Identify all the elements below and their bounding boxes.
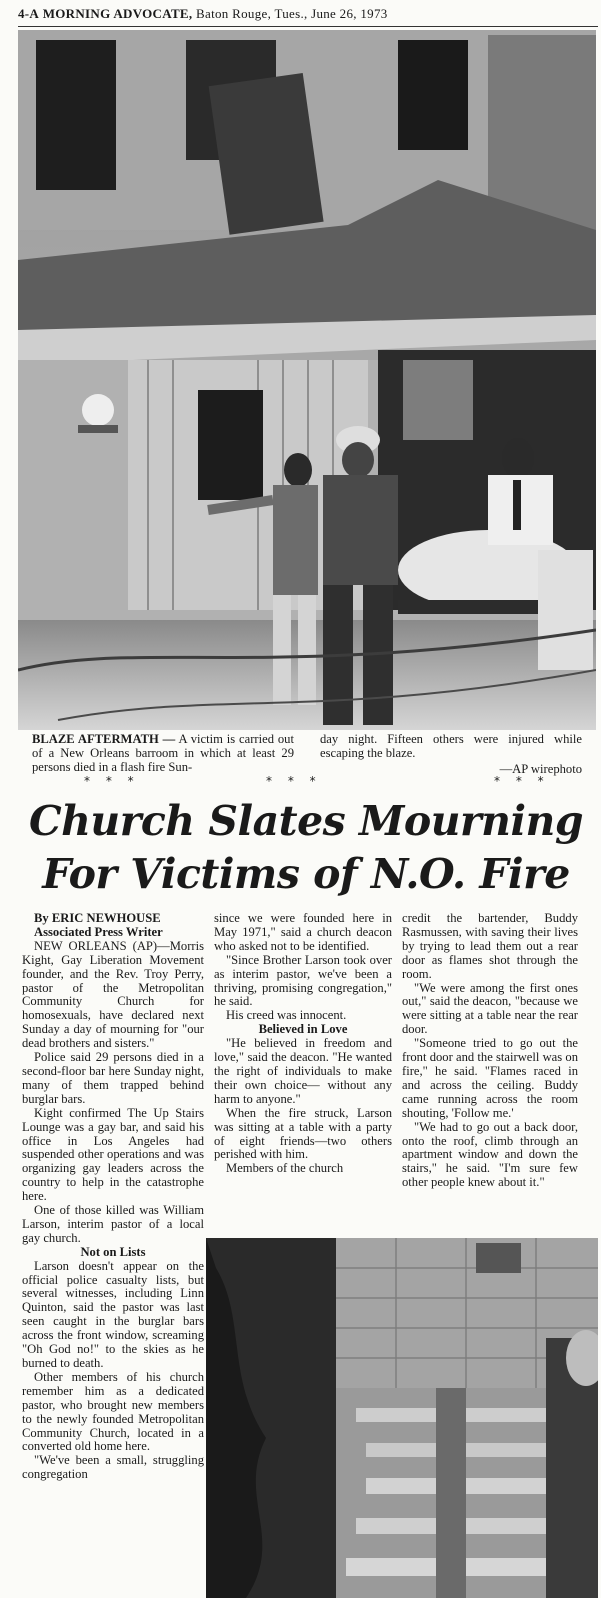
paragraph: His creed was innocent.	[226, 1008, 347, 1023]
article-column-1	[22, 912, 204, 1482]
paragraph: "We had to go out a back door, onto the roof, climb through an apartment window and down the stairs," he said. "I'm sure few other people knew about it."	[402, 1119, 578, 1190]
paragraph: Police said 29 persons died in a second-floor bar here Sunday night, many of them trapped behind burglar bars.	[22, 1050, 204, 1106]
headline-line-2: For Victims of N.O. Fire	[42, 850, 570, 898]
photo-caption-left	[32, 732, 294, 774]
paragraph: One of those killed was William Larson, interim pastor of a local gay church.	[22, 1203, 204, 1245]
caption-text-right: day night. Fifteen others were injured while escaping the blaze.	[320, 732, 582, 760]
caption-stars-right: * * *	[494, 774, 550, 788]
byline: By ERIC NEWHOUSE	[34, 911, 161, 925]
caption-stars-left: * * *	[84, 774, 140, 788]
dateline: Baton Rouge, Tues., June 26, 1973	[196, 6, 388, 21]
paragraph: "We've been a small, struggling congregation	[22, 1453, 204, 1482]
paragraph: since we were founded here in May 1971," said a church deacon who asked not to be identified.	[214, 911, 392, 953]
photo-caption-right	[320, 732, 582, 760]
newspaper-name: MORNING ADVOCATE,	[42, 6, 193, 21]
paragraph: When the fire struck, Larson was sitting at a table with a party of eight friends—two others perished with him.	[214, 1105, 392, 1162]
paragraph: "He believed in freedom and love," said the deacon. "He wanted the right of individuals to make their own choice— without any harm to anyone."	[214, 1036, 392, 1106]
headline-line-1: Church Slates Mourning	[28, 797, 584, 845]
paragraph: NEW ORLEANS (AP)—Morris Kight, Gay Liberation Movement founder, and the Rev. Troy Perry, pastor of the Metropolitan Community Church for homosexuals, have declared next Sunday a day of mourning for "our dead brothers and sisters."	[22, 938, 204, 1051]
photo-drawing	[18, 30, 596, 730]
paragraph: credit the bartender, Buddy Rasmussen, with saving their lives by trying to lead them out a rear door as flames shot through the room.	[402, 911, 578, 981]
page-number: 4-A	[18, 6, 40, 21]
subhead: Not on Lists	[80, 1244, 146, 1259]
subhead: Believed in Love	[258, 1022, 348, 1037]
fire-aftermath-photo	[18, 30, 596, 730]
paragraph: Kight confirmed The Up Stairs Lounge was a gay bar, and said his office in Los Angeles had suspended other operations and was organizing gay leaders across the country to help in the catastrophe here.	[22, 1105, 204, 1204]
paragraph: "Since Brother Larson took over as interim pastor, we've been a thriving, promising congregation," he said.	[214, 952, 392, 1009]
caption-lead: BLAZE AFTERMATH —	[32, 732, 176, 746]
stairwell-drawing	[206, 1238, 598, 1598]
paragraph: Members of the church	[226, 1161, 344, 1176]
caption-text-left: A victim is carried out of a New Orleans barroom in which at least 29 persons died in a flash fire Sun-	[32, 732, 294, 774]
article-column-3	[402, 912, 578, 1190]
article-column-2	[214, 912, 392, 1176]
stairwell-photo	[206, 1238, 598, 1598]
paragraph: Other members of his church remember him as a dedicated pastor, who brought new members to the newly founded Metropolitan Community Church, located in a converted old home here.	[22, 1369, 204, 1454]
paragraph: "We were among the first ones out," said the deacon, "because we were sitting at a table near the rear door.	[402, 980, 578, 1037]
caption-stars-mid: * * *	[266, 774, 322, 788]
header-rule	[18, 26, 598, 27]
byline-title: Associated Press Writer	[34, 924, 163, 939]
page-header	[18, 6, 598, 24]
paragraph: Larson doesn't appear on the official police casualty lists, but several witnesses, including Linn Quinton, said the pastor was last seen caught in the burglar bars across the front window, screaming "Oh God no!" to the skies as he burned to death.	[22, 1258, 204, 1370]
paragraph: "Someone tried to go out the front door and the stairwell was on fire," he said. "Flames raced in and across the ceiling. Buddy came running across the room shouting, 'Follow me.'	[402, 1036, 578, 1120]
photo-credit: —AP wirephoto	[499, 762, 582, 776]
